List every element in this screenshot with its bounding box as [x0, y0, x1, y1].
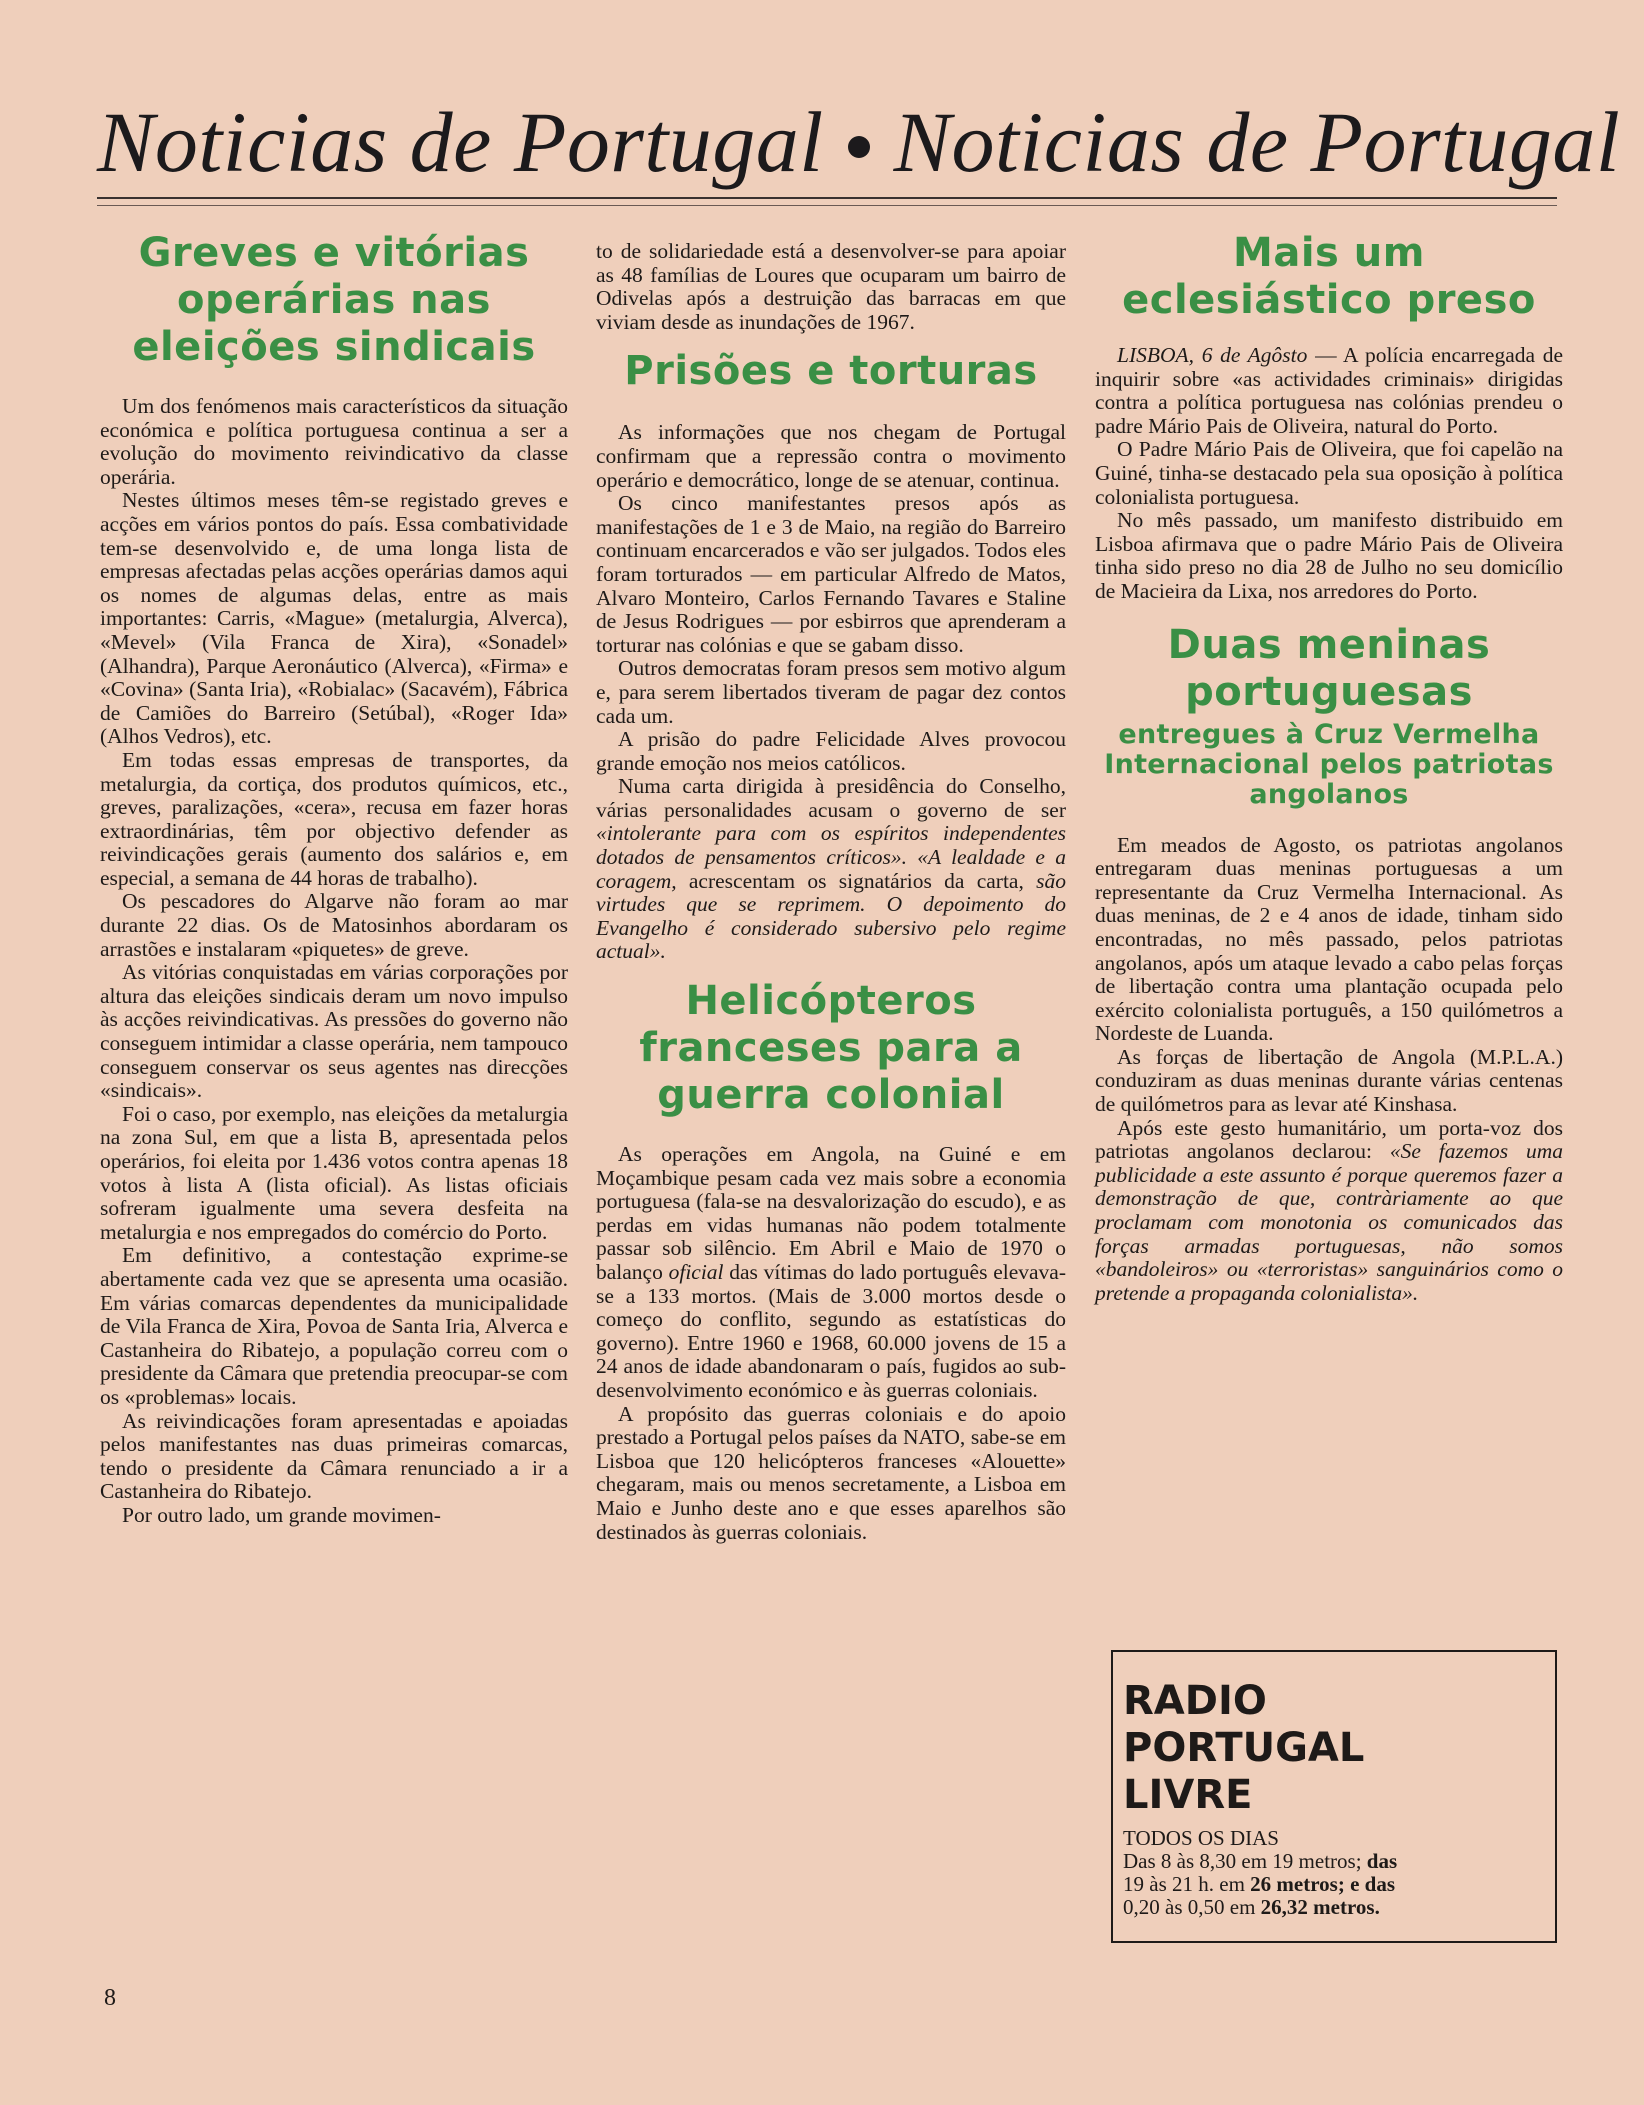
- column-2: [596, 240, 1066, 1544]
- headline-prisoes: Prisões e torturas: [624, 348, 1038, 395]
- paragraph: Após este gesto humanitário, um porta-voz dos patriotas angolanos declarou: «Se fazemos uma publicidade a este assunto é porque queremos fazer a demonstração de que, contràriamente ao que proclamam com monotonia os comunicados das forças armadas portuguesas, não somos «bandoleiros» ou «terroristas» sanguinários como o pretende a propaganda colonialista».: [1095, 1115, 1563, 1305]
- paragraph: As operações em Angola, na Guiné e em Moçambique pesam cada vez mais sobre a economia portuguesa (fala-se na desvalorização do escudo), e as perdas em vidas humanas não podem totalmente passar sob silêncio. Em Abril e Maio de 1970 o balanço oficial das vítimas do lado português elevava-se a 133 mortos. (Mais de 3.000 mortos desde o começo do conflito, segundo as estatísticas do governo). Entre 1960 e 1968, 60.000 jovens de 15 a 24 anos de idade abandonaram o país, fugidos ao sub-desenvolvimento económico e às guerras coloniais.: [596, 1142, 1067, 1402]
- radio-line: Das 8 às 8,30 em 19 metros; das: [1123, 1849, 1398, 1873]
- paragraph: Em definitivo, a contestação exprime-se abertamente cada vez que se apresenta uma ocasião. Em várias comarcas dependentes da municipalidade de Vila Franca de Xira, Povoa de Santa Iria, Alverca e Castanheira do Ribatejo, a população correu com o presidente da Câmara que pretendia preocupar-se com os «problemas» locais.: [100, 1243, 568, 1409]
- paragraph: As informações que nos chegam de Portugal confirmam que a repressão contra o movimento operário e democrático, longe de se atenuar, continua.: [596, 420, 1066, 492]
- radio-title-line-2: PORTUGAL: [1123, 1725, 1365, 1771]
- headline-greves: Greves e vitórias operárias nas eleições sindicais: [132, 230, 536, 370]
- paragraph: Nestes últimos meses têm-se registado greves e acções em vários pontos do país. Essa combatividade tem-se desenvolvido e, de uma longa lista de empresas afectadas pelas acções operárias damos aqui os nomes de algumas delas, entre as mais importantes: Carris, «Mague» (metalurgia, Alverca), «Mevel» (Vila Franca de Xira), «Sonadel» (Alhandra), Parque Aeronáutico (Alverca), «Firma» e «Covina» (Santa Iria), «Robialac» (Sacavém), Fábrica de Camiões do Barreiro (Setúbal), «Roger Ida» (Alhos Vedros), etc.: [100, 488, 568, 749]
- dateline: LISBOA, 6 de Agôsto: [1117, 343, 1308, 367]
- radio-schedule: [1123, 1827, 1543, 1919]
- masthead-title-right: Noticias de Portugal: [893, 94, 1621, 190]
- article-eclesiastico-body: [1095, 344, 1563, 604]
- masthead-divider: [97, 197, 1557, 206]
- paragraph: As reivindicações foram apresentadas e apoiadas pelos manifestantes nas duas primeiras comarcas, tendo o presidente da Câmara renunciado a ir a Castanheira do Ribatejo.: [100, 1408, 568, 1504]
- radio-title-line-3: LIVRE: [1123, 1772, 1253, 1818]
- headline-helicopteros: Helicópteros franceses para a guerra colonial: [639, 978, 1023, 1119]
- article-helicopteros-body: [596, 1143, 1066, 1544]
- paragraph: Foi o caso, por exemplo, nas eleições da metalurgia na zona Sul, em que a lista B, apresentada pelos operários, foi eleita por 1.436 votos contra apenas 18 votos à lista A (lista oficial). As listas oficiais sofreram igualmente uma severa desfeita na metalurgia e nos empregados do comércio do Porto.: [100, 1101, 568, 1244]
- paragraph: A prisão do padre Felicidade Alves provocou grande emoção nos meios católicos.: [596, 727, 1066, 775]
- paragraph: Outros democratas foram presos sem motivo algum e, para serem libertados tiveram de pagar dez contos cada um.: [596, 656, 1066, 728]
- paragraph: Numa carta dirigida à presidência do Conselho, várias personalidades acusam o governo de ser «intolerante para com os espíritos independentes dotados de pensamentos críticos». «A lealdade e a coragem, acrescentam os signatários da carta, são virtudes que se reprimem. O depoimento do Evangelho é considerado subersivo pelo regime actual».: [596, 774, 1066, 964]
- headline-meninas: Duas meninas portuguesas: [1167, 621, 1491, 715]
- paragraph: Os cinco manifestantes presos após as manifestações de 1 e 3 de Maio, na região do Barreiro continuam encarcerados e vão ser julgados. Todos eles foram torturados — em particular Alfredo de Matos, Alvaro Monteiro, Carlos Fernando Tavares e Staline de Jesus Rodrigues — por esbirros que aprenderam a torturar nas colónias e que se gabam disso.: [596, 491, 1066, 657]
- paragraph: As vitórias conquistadas em várias corporações por altura das eleições sindicais deram um novo impulso às acções reivindicativas. As pressões do governo não conseguem intimidar a classe operária, nem tampouco conseguem conservar os seus agentes nas direcções «sindicais».: [100, 960, 568, 1103]
- article-prisoes-body: [596, 421, 1066, 964]
- bullet-dot-icon: [848, 136, 870, 158]
- headline-eclesiastico: Mais um eclesiástico preso: [1122, 230, 1536, 323]
- column-1: [100, 230, 568, 1528]
- radio-portugal-livre-box: [1111, 1650, 1557, 1943]
- paragraph: LISBOA, 6 de Agôsto — A polícia encarregada de inquirir sobre «as actividades criminais» dirigidas contra a política portuguesa nas colónias prendeu o padre Mário Pais de Oliveira, natural do Porto.: [1095, 343, 1564, 438]
- paragraph: Em todas essas empresas de transportes, da metalurgia, da cortiça, dos produtos químicos, etc., greves, paralizações, «cera», recusa em fazer horas extraordinárias, têm por objectivo defender as reivindicações gerais (aumento dos salários e, em especial, a semana de 44 horas de trabalho).: [100, 747, 568, 890]
- masthead: [97, 92, 1621, 192]
- paragraph: A propósito das guerras coloniais e do apoio prestado a Portugal pelos países da NATO, sabe-se em Lisboa que 120 helicópteros franceses «Alouette» chegaram, mais ou menos secretamente, a Lisboa em Maio e Junho deste ano e que esses aparelhos são destinados às guerras coloniais.: [596, 1401, 1066, 1544]
- radio-line: 0,20 às 0,50 em 26,32 metros.: [1123, 1895, 1380, 1919]
- paragraph: Um dos fenómenos mais característicos da situação económica e política portuguesa continua a ser a evolução do movimento reivindicativo da classe operária.: [100, 394, 568, 489]
- article-greves-body: [100, 395, 568, 1528]
- radio-title-line-1: RADIO: [1123, 1678, 1267, 1724]
- paragraph: As forças de libertação de Angola (M.P.L.A.) conduziram as duas meninas durante várias centenas de quilómetros para as levar até Kinshasa.: [1095, 1044, 1563, 1117]
- paragraph: No mês passado, um manifesto distribuido em Lisboa afirmava que o padre Mário Pais de Oliveira tinha sido preso no dia 28 de Julho no seu domicílio de Macieira da Lixa, nos arredores do Porto.: [1095, 508, 1563, 603]
- article-meninas-body: [1095, 834, 1563, 1306]
- paragraph: O Padre Mário Pais de Oliveira, que foi capelão na Guiné, tinha-se destacado pela sua oposição à política colonialista portuguesa.: [1095, 437, 1563, 509]
- page-number: 8: [104, 1985, 116, 2011]
- radio-subtitle: TODOS OS DIAS: [1123, 1826, 1279, 1850]
- paragraph: Em meados de Agosto, os patriotas angolanos entregaram duas meninas portuguesas a um representante da Cruz Vermelha Internacional. As duas meninas, de 2 e 4 anos de idade, tinham sido encontradas, no mês passado, pelos patriotas angolanos, após um ataque levado a cabo pelas forças de libertação contra uma plantação ocupada pelo exército colonialista português, a 150 quilómetros a Nordeste de Luanda.: [1095, 832, 1563, 1046]
- paragraph: Por outro lado, um grande movimen-: [122, 1502, 441, 1527]
- masthead-title-left: Noticias de Portugal: [97, 94, 824, 190]
- paragraph: Os pescadores do Algarve não foram ao mar durante 22 dias. Os de Matosinhos abordaram os arrastões e instalaram «piquetes» de greve.: [100, 889, 568, 961]
- paragraph: to de solidariedade está a desenvolver-se para apoiar as 48 famílias de Loures que ocuparam um bairro de Odivelas após a destruição das barracas em que viviam desde as inundações de 1967.: [596, 239, 1066, 334]
- radio-line: 19 às 21 h. em 26 metros; e das: [1123, 1872, 1395, 1896]
- column-3: [1095, 230, 1563, 1305]
- subheadline-meninas: entregues à Cruz Vermelha Internacional pelos patriotas angolanos: [1104, 718, 1554, 810]
- article-continuation: [596, 240, 1066, 334]
